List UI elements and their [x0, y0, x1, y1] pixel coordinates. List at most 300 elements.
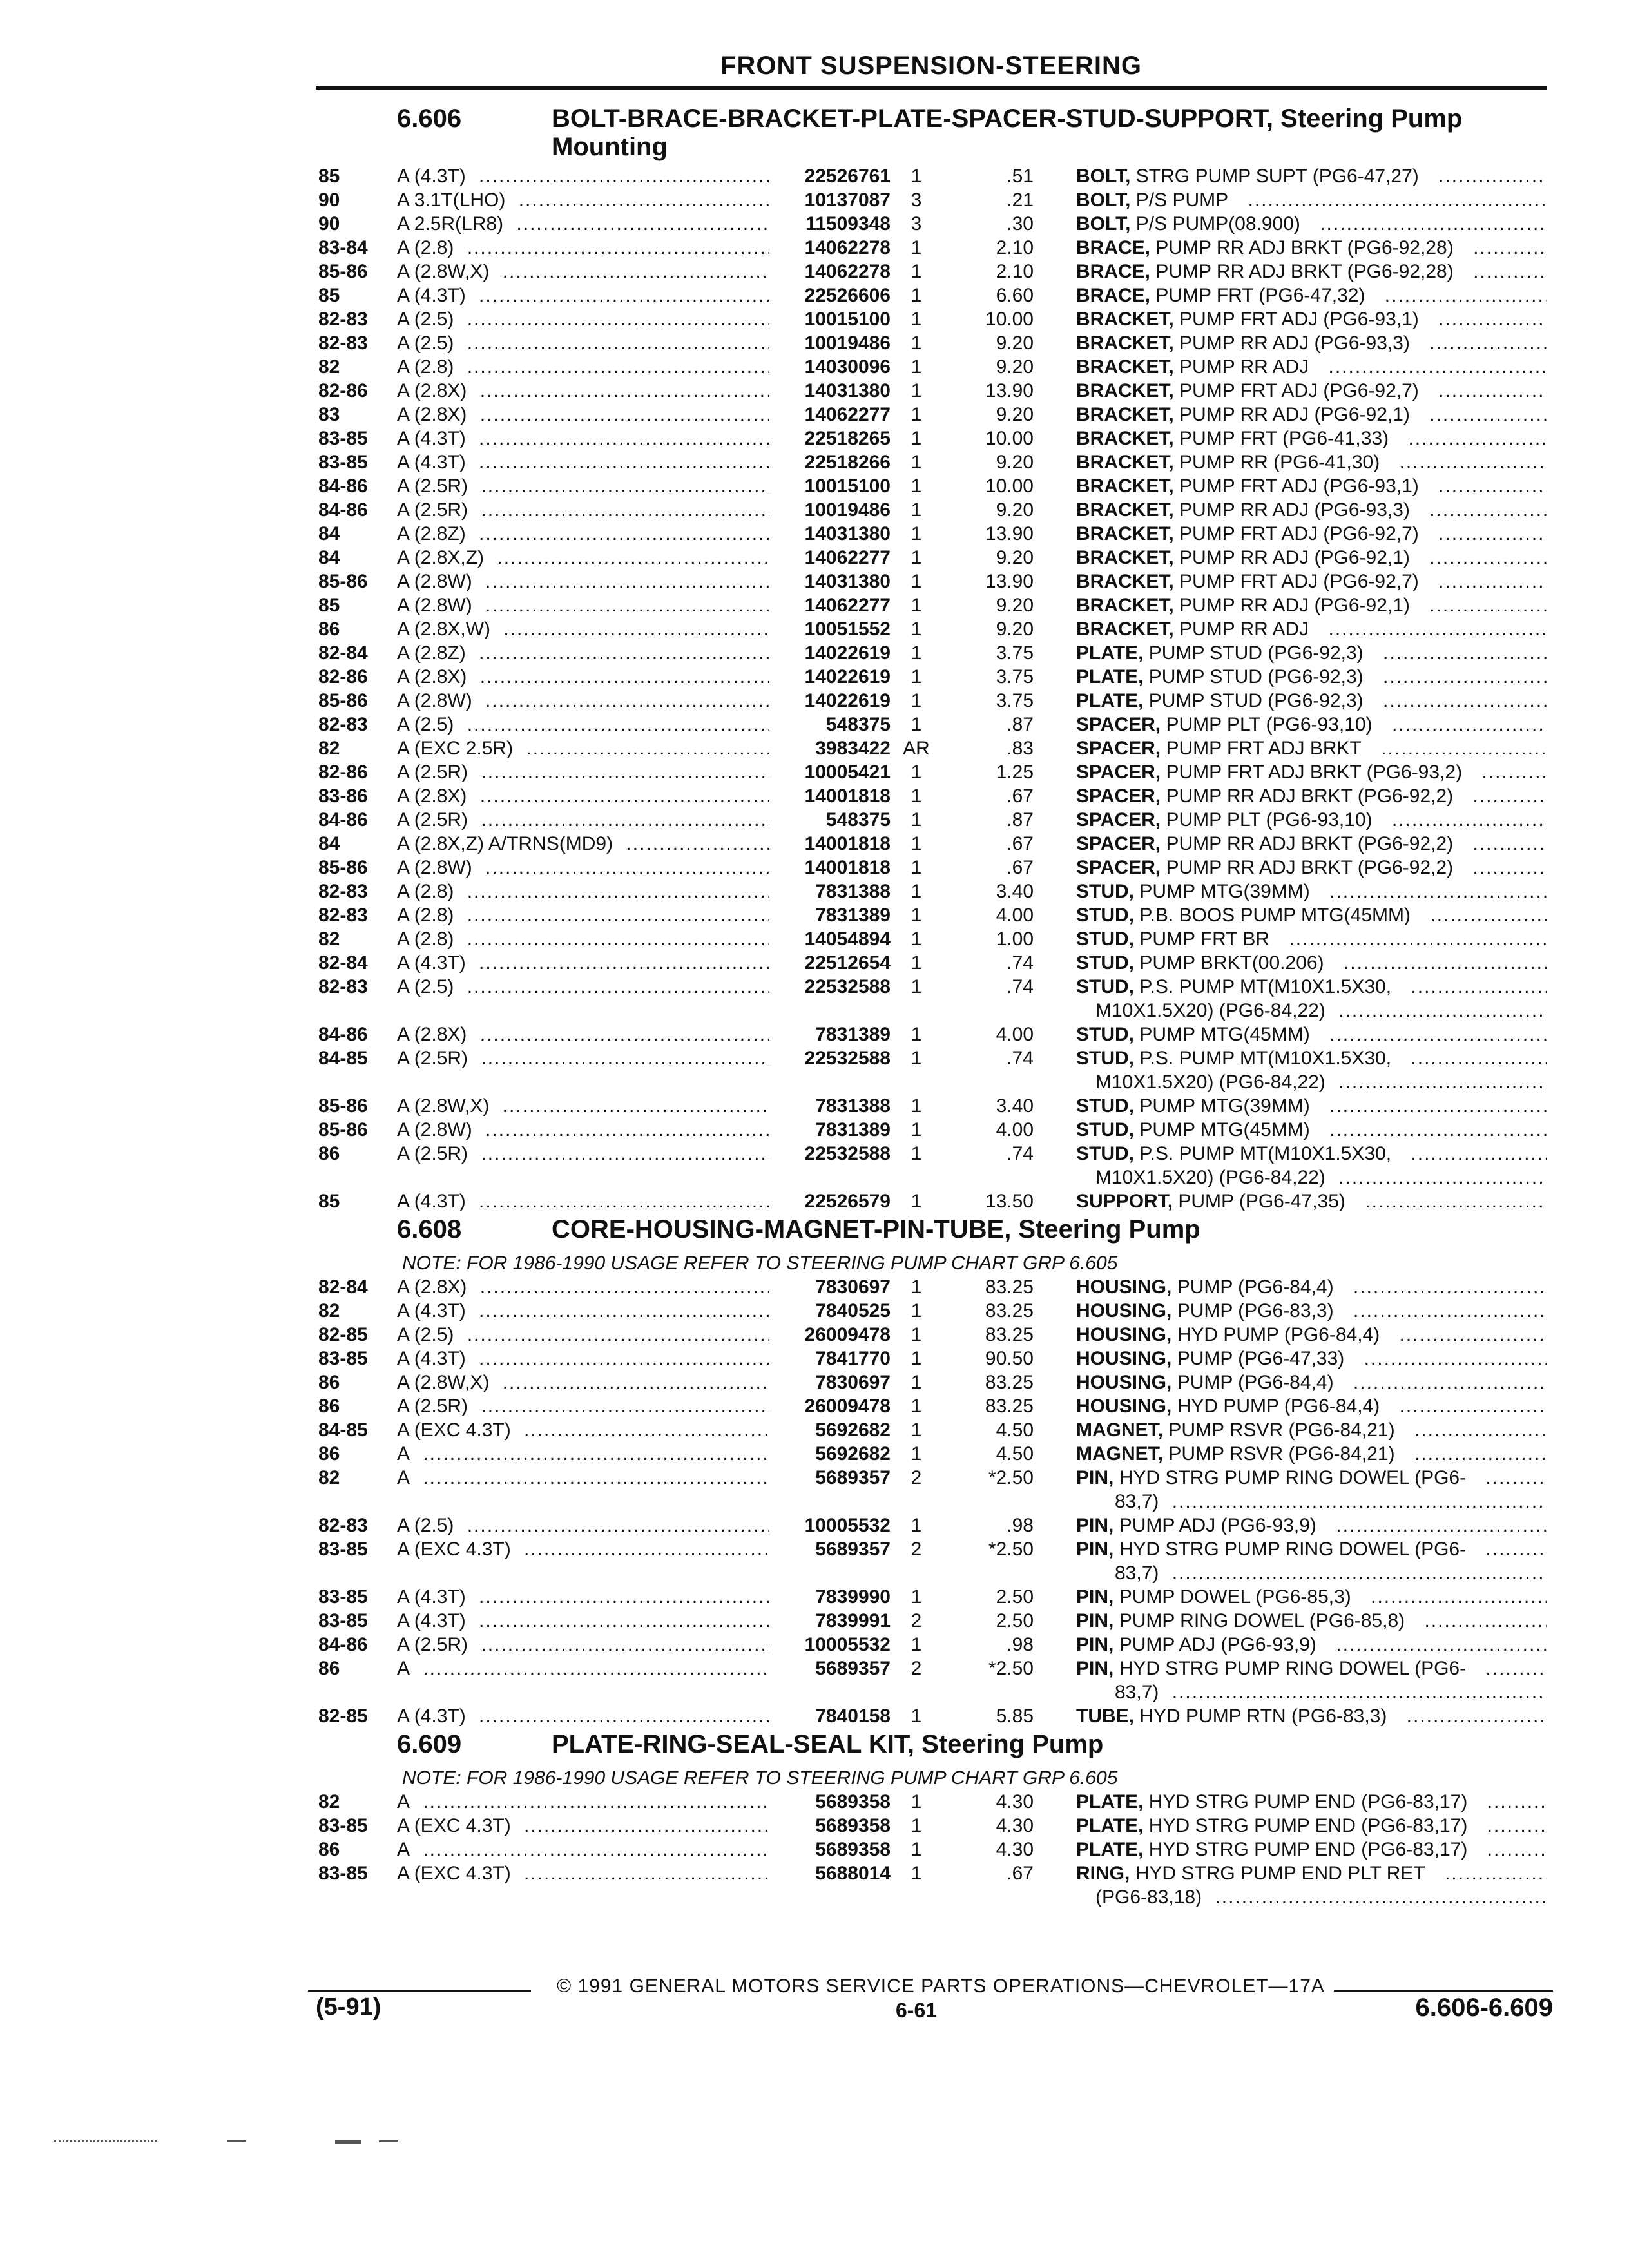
parts-row [318, 1419, 1549, 1443]
description-detail: PUMP FRT ADJ BRKT (PG6-93,2) [1166, 762, 1469, 783]
quantity: 1 [911, 356, 922, 378]
usage-text: A (2.5) [397, 309, 460, 330]
parts-row [318, 1443, 1549, 1466]
usage-text: A (4.3T) [397, 1191, 472, 1212]
quantity: 1 [911, 285, 922, 306]
part-number: 5692682 [769, 1443, 891, 1466]
usage-cell [397, 1586, 771, 1609]
description [1076, 1372, 1347, 1393]
price: .98 [1007, 1634, 1034, 1655]
description [1076, 1095, 1323, 1117]
usage-cell [397, 1466, 771, 1490]
description-continuation: M10X1.5X20) (PG6-84,22) [1095, 1167, 1332, 1188]
description [1076, 1191, 1358, 1212]
description [1076, 166, 1432, 187]
quantity: 1 [911, 833, 922, 854]
description [1076, 1048, 1404, 1069]
usage-text: A (EXC 4.3T) [397, 1419, 517, 1441]
description-cell [1076, 1119, 1547, 1142]
model-year: 85-86 [318, 1095, 368, 1117]
parts-row [318, 1466, 1549, 1490]
usage-cell [397, 832, 771, 856]
description-cell [1076, 856, 1547, 879]
part-number: 10019486 [769, 332, 891, 355]
description-cell [1076, 570, 1547, 593]
price: 13.90 [985, 523, 1034, 544]
description-noun: SPACER, [1076, 785, 1161, 807]
description-detail: HYD STRG PUMP RING DOWEL (PG6- [1119, 1539, 1472, 1560]
parts-row [318, 1862, 1549, 1886]
description-cell [1076, 1323, 1547, 1347]
description-detail: PUMP (PG6-47,33) [1177, 1348, 1351, 1369]
description-cell [1076, 1190, 1547, 1213]
parts-row [318, 1347, 1549, 1371]
part-number: 7841770 [769, 1347, 891, 1370]
scan-mark [379, 2140, 398, 2142]
parts-row [318, 332, 1549, 356]
usage-text: A (2.8W,X) [397, 1095, 496, 1117]
model-year: 84-86 [318, 1024, 368, 1045]
description [1076, 690, 1376, 711]
quantity: 1 [911, 905, 922, 926]
model-year: 82 [318, 356, 340, 378]
description-detail: P/S PUMP [1136, 189, 1235, 211]
price: 3.75 [996, 666, 1034, 687]
description-cell [1076, 1791, 1547, 1814]
description [1076, 642, 1376, 664]
price: 5.85 [996, 1706, 1034, 1727]
description-continuation-cell [1095, 999, 1547, 1023]
part-number: 7831388 [769, 880, 891, 903]
quantity: 1 [911, 1396, 922, 1417]
usage-text: A (2.5R) [397, 762, 474, 783]
description-noun: BRACKET, [1076, 476, 1174, 497]
description-noun: BRACKET, [1076, 356, 1174, 378]
parts-row [318, 975, 1549, 999]
usage-text: A (4.3T) [397, 1706, 472, 1727]
description [1076, 547, 1423, 568]
price: 2.50 [996, 1586, 1034, 1608]
part-number: 11509348 [769, 213, 891, 236]
model-year: 82-85 [318, 1324, 368, 1345]
usage-text: A (2.8W) [397, 595, 479, 616]
section-number: 6.608 [397, 1215, 462, 1244]
description [1076, 1300, 1347, 1321]
price: 4.00 [996, 905, 1034, 926]
description-detail: HYD STRG PUMP RING DOWEL (PG6- [1119, 1658, 1472, 1679]
model-year: 86 [318, 1839, 340, 1860]
usage-cell [397, 737, 771, 760]
description-cell [1076, 308, 1547, 331]
description [1076, 1276, 1347, 1298]
description-cell [1076, 1814, 1547, 1838]
usage-text: A [397, 1791, 416, 1812]
description [1076, 881, 1323, 902]
description [1076, 1791, 1480, 1812]
description [1076, 928, 1282, 950]
description-detail: PUMP RR (PG6-41,30) [1179, 452, 1386, 473]
usage-text: A (2.8X,Z) [397, 547, 490, 568]
price: .67 [1007, 857, 1034, 878]
parts-row [318, 213, 1549, 236]
description-noun: STUD, [1076, 905, 1134, 926]
usage-text: A (2.8) [397, 881, 460, 902]
section-heading [318, 1214, 1549, 1253]
usage-cell [397, 499, 771, 522]
usage-cell [397, 427, 771, 450]
parts-row [318, 1514, 1549, 1538]
description-noun: PLATE, [1076, 642, 1144, 664]
quantity: 1 [911, 1706, 922, 1727]
usage-text: A (2.5R) [397, 809, 474, 831]
description-noun: PLATE, [1076, 690, 1144, 711]
price: 2.10 [996, 237, 1034, 258]
part-number: 7840158 [769, 1705, 891, 1728]
description-detail: PUMP (PG6-84,4) [1177, 1276, 1340, 1298]
price: 3.75 [996, 642, 1034, 664]
description-noun: MAGNET, [1076, 1443, 1163, 1465]
usage-cell [397, 1791, 771, 1814]
quantity: 1 [911, 1348, 922, 1369]
price: .74 [1007, 1143, 1034, 1164]
model-year: 82-86 [318, 380, 368, 401]
usage-cell [397, 880, 771, 903]
description-cell [1076, 332, 1547, 355]
usage-text: A (2.8) [397, 356, 460, 378]
section-note: NOTE: FOR 1986-1990 USAGE REFER TO STEERING PUMP CHART GRP 6.605 [402, 1253, 1118, 1274]
model-year: 85 [318, 1191, 340, 1212]
quantity: 1 [911, 1119, 922, 1140]
usage-text: A (EXC 4.3T) [397, 1863, 517, 1884]
description-continuation: M10X1.5X20) (PG6-84,22) [1095, 1000, 1332, 1021]
description-cell [1076, 880, 1547, 903]
description [1076, 380, 1432, 401]
description-detail: P.B. BOOS PUMP MTG(45MM) [1139, 905, 1417, 926]
quantity: 1 [911, 666, 922, 687]
quantity: 1 [911, 714, 922, 735]
description-cell [1076, 1538, 1547, 1561]
parts-row [318, 1705, 1549, 1729]
model-year: 84 [318, 547, 340, 568]
model-year: 82 [318, 1300, 340, 1321]
description-cell [1076, 594, 1547, 617]
description [1076, 1119, 1323, 1140]
usage-cell [397, 1119, 771, 1142]
price: 9.20 [996, 356, 1034, 378]
description [1076, 189, 1241, 211]
description-noun: PIN, [1076, 1634, 1114, 1655]
usage-text: A (4.3T) [397, 428, 472, 449]
description-cell [1076, 1586, 1547, 1609]
usage-text: A (2.8X) [397, 404, 473, 425]
description-cell [1076, 1371, 1547, 1394]
description-noun: BRACKET, [1076, 499, 1174, 521]
description-detail: HYD PUMP (PG6-84,4) [1177, 1396, 1387, 1417]
description-detail: HYD STRG PUMP RING DOWEL (PG6- [1119, 1467, 1472, 1488]
parts-row [318, 856, 1549, 880]
scan-mark [227, 2140, 246, 2142]
part-number: 22526761 [769, 165, 891, 188]
description-detail: PUMP ADJ (PG6-93,9) [1119, 1515, 1323, 1536]
usage-cell [397, 189, 771, 212]
part-number: 5689357 [769, 1657, 891, 1680]
description [1076, 785, 1466, 807]
description-noun: HOUSING, [1076, 1276, 1172, 1298]
usage-text: A (2.8W) [397, 1119, 479, 1140]
quantity: 1 [911, 237, 922, 258]
usage-cell [397, 1276, 771, 1299]
quantity: 1 [911, 1048, 922, 1069]
parts-row [318, 427, 1549, 451]
description [1076, 762, 1475, 783]
usage-text: A (2.5) [397, 332, 460, 354]
description-cell [1076, 523, 1547, 546]
model-year: 82-83 [318, 309, 368, 330]
parts-row [318, 260, 1549, 284]
quantity: 3 [911, 189, 922, 211]
usage-text: A 3.1T(LHO) [397, 189, 512, 211]
description-cell [1076, 1347, 1547, 1370]
usage-cell [397, 666, 771, 689]
description-detail: PUMP (PG6-83,3) [1177, 1300, 1340, 1321]
usage-cell [397, 1323, 771, 1347]
usage-cell [397, 689, 771, 713]
description-detail: PUMP BRKT(00.206) [1139, 952, 1330, 974]
description-detail: PUMP DOWEL (PG6-85,3) [1119, 1586, 1358, 1608]
usage-cell [397, 308, 771, 331]
usage-cell [397, 1419, 771, 1442]
description [1076, 261, 1467, 282]
usage-text: A (EXC 4.3T) [397, 1539, 517, 1560]
description-detail: PUMP RR ADJ BRKT (PG6-92,2) [1166, 857, 1460, 878]
parts-row [318, 1023, 1549, 1047]
parts-row [318, 1095, 1549, 1119]
usage-cell [397, 1190, 771, 1213]
quantity: 1 [911, 1191, 922, 1212]
description-cell [1076, 975, 1547, 999]
description-cell [1076, 1514, 1547, 1537]
description-detail: PUMP RR ADJ (PG6-93,3) [1179, 332, 1416, 354]
description-noun: BRACKET, [1076, 380, 1174, 401]
quantity: 1 [911, 976, 922, 997]
part-number: 10015100 [769, 475, 891, 498]
usage-text: A (2.5R) [397, 476, 474, 497]
description-cell [1076, 952, 1547, 975]
price: *2.50 [988, 1539, 1034, 1560]
header-rule [316, 86, 1547, 90]
footer-rule-right [1334, 1990, 1553, 1992]
quantity: 1 [911, 261, 922, 282]
description [1076, 619, 1322, 640]
description-detail: PUMP RR ADJ BRKT (PG6-92,2) [1166, 833, 1460, 854]
model-year: 85-86 [318, 1119, 368, 1140]
description-noun: HOUSING, [1076, 1396, 1172, 1417]
description-detail: P.S. PUMP MT(M10X1.5X30, [1139, 976, 1398, 997]
description-detail: PUMP PLT (PG6-93,10) [1166, 714, 1378, 735]
quantity: 1 [911, 809, 922, 831]
part-number: 10005421 [769, 761, 891, 784]
parts-row [318, 594, 1549, 618]
description-cell [1076, 832, 1547, 856]
description-noun: BRACKET, [1076, 404, 1174, 425]
description [1076, 905, 1423, 926]
description-noun: BRACKET, [1076, 332, 1174, 354]
usage-cell [397, 975, 771, 999]
parts-row [318, 236, 1549, 260]
description-detail: HYD STRG PUMP END PLT RET [1135, 1863, 1432, 1884]
usage-text: A [397, 1467, 416, 1488]
description-noun: BRACKET, [1076, 309, 1174, 330]
part-number: 22518265 [769, 427, 891, 450]
quantity: 1 [911, 1634, 922, 1655]
part-number: 5692682 [769, 1419, 891, 1442]
description-detail: HYD STRG PUMP END (PG6-83,17) [1149, 1791, 1474, 1812]
description [1076, 595, 1423, 616]
part-number: 14030096 [769, 356, 891, 379]
description-cell [1076, 1705, 1547, 1728]
price: 3.40 [996, 1095, 1034, 1117]
model-year: 84-86 [318, 1634, 368, 1655]
quantity: 1 [911, 1586, 922, 1608]
part-number: 22532588 [769, 1142, 891, 1166]
description-cell [1076, 1142, 1547, 1166]
description-cell [1076, 737, 1547, 760]
description-noun: BRACE, [1076, 237, 1151, 258]
usage-text: A (4.3T) [397, 285, 472, 306]
price: 1.00 [996, 928, 1034, 950]
description-noun: BOLT, [1076, 213, 1131, 235]
description-noun: SUPPORT, [1076, 1191, 1173, 1212]
description-cell [1076, 546, 1547, 570]
description [1076, 1324, 1393, 1345]
parts-listing [318, 103, 1549, 1910]
part-number: 7839990 [769, 1586, 891, 1609]
usage-cell [397, 1633, 771, 1657]
description [1076, 1143, 1404, 1164]
description-detail: HYD PUMP RTN (PG6-83,3) [1139, 1706, 1393, 1727]
model-year: 82-83 [318, 976, 368, 997]
parts-row [318, 809, 1549, 832]
model-year: 82 [318, 1791, 340, 1812]
part-number: 14022619 [769, 689, 891, 713]
description [1076, 714, 1385, 735]
quantity: 1 [911, 547, 922, 568]
description-cell [1076, 356, 1547, 379]
description-noun: BRACKET, [1076, 571, 1174, 592]
usage-cell [397, 332, 771, 355]
model-year: 82-84 [318, 1276, 368, 1298]
part-number: 14031380 [769, 570, 891, 593]
part-number: 5689358 [769, 1838, 891, 1861]
parts-row [318, 1371, 1549, 1395]
usage-text: A (4.3T) [397, 1300, 472, 1321]
description [1076, 285, 1378, 306]
part-number: 14054894 [769, 928, 891, 951]
description [1076, 809, 1385, 831]
description-continuation: 83,7) [1115, 1562, 1165, 1584]
parts-row [318, 1047, 1549, 1071]
parts-row [318, 1838, 1549, 1862]
price: 4.00 [996, 1119, 1034, 1140]
description-cell [1076, 236, 1547, 260]
model-year: 82-86 [318, 666, 368, 687]
part-number: 14001818 [769, 856, 891, 879]
quantity: 1 [911, 619, 922, 640]
part-number: 10137087 [769, 189, 891, 212]
quantity: 1 [911, 404, 922, 425]
parts-row [318, 1276, 1549, 1300]
usage-text: A (2.5R) [397, 1048, 474, 1069]
description-cell [1076, 475, 1547, 498]
price: 4.50 [996, 1443, 1034, 1465]
price: .83 [1007, 738, 1034, 759]
part-number: 22526606 [769, 284, 891, 307]
part-number: 7831388 [769, 1095, 891, 1118]
model-year: 84-86 [318, 476, 368, 497]
parts-row [318, 952, 1549, 975]
part-number: 5688014 [769, 1862, 891, 1885]
quantity: 1 [911, 785, 922, 807]
description-detail: PUMP RR ADJ (PG6-92,1) [1179, 595, 1416, 616]
usage-text: A (2.8Z) [397, 523, 472, 544]
quantity: 1 [911, 857, 922, 878]
part-number: 548375 [769, 713, 891, 736]
model-year: 85 [318, 166, 340, 187]
model-year: 86 [318, 1143, 340, 1164]
description-noun: PIN, [1076, 1658, 1114, 1679]
quantity: 1 [911, 1024, 922, 1045]
model-year: 84 [318, 833, 340, 854]
description [1076, 404, 1423, 425]
parts-row [318, 570, 1549, 594]
description-noun: SPACER, [1076, 714, 1161, 735]
usage-text: A (4.3T) [397, 1348, 472, 1369]
price: .98 [1007, 1515, 1034, 1536]
description [1076, 237, 1467, 258]
description-detail: P/S PUMP(08.900) [1136, 213, 1307, 235]
price: .74 [1007, 952, 1034, 974]
description [1076, 1467, 1479, 1488]
section-title: CORE-HOUSING-MAGNET-PIN-TUBE, Steering Pump [552, 1215, 1200, 1244]
description-noun: BRACKET, [1076, 452, 1174, 473]
description-cell [1076, 1838, 1547, 1861]
parts-row [318, 1657, 1549, 1681]
parts-row [318, 284, 1549, 308]
description-noun: BRACE, [1076, 261, 1151, 282]
model-year: 82-83 [318, 881, 368, 902]
description-noun: STUD, [1076, 1024, 1134, 1045]
usage-cell [397, 1705, 771, 1728]
price: 4.30 [996, 1791, 1034, 1812]
section-title: BOLT-BRACE-BRACKET-PLATE-SPACER-STUD-SUPPORT, Steering Pump Mounting [552, 104, 1463, 161]
usage-text: A (2.8X,W) [397, 619, 497, 640]
usage-cell [397, 713, 771, 736]
description-continuation-cell [1115, 1562, 1547, 1585]
description-noun: SPACER, [1076, 738, 1161, 759]
description-noun: BRACKET, [1076, 547, 1174, 568]
description-detail: PUMP RR ADJ BRKT (PG6-92,2) [1166, 785, 1460, 807]
description-cell [1076, 666, 1547, 689]
parts-row [318, 1119, 1549, 1142]
description-detail: PUMP RR ADJ (PG6-92,1) [1179, 404, 1416, 425]
description-detail: P.S. PUMP MT(M10X1.5X30, [1139, 1143, 1398, 1164]
parts-row [318, 1791, 1549, 1814]
part-number: 548375 [769, 809, 891, 832]
usage-cell [397, 570, 771, 593]
usage-text: A (2.8X) [397, 666, 473, 687]
model-year: 82 [318, 928, 340, 950]
description-detail: P.S. PUMP MT(M10X1.5X30, [1139, 1048, 1398, 1069]
